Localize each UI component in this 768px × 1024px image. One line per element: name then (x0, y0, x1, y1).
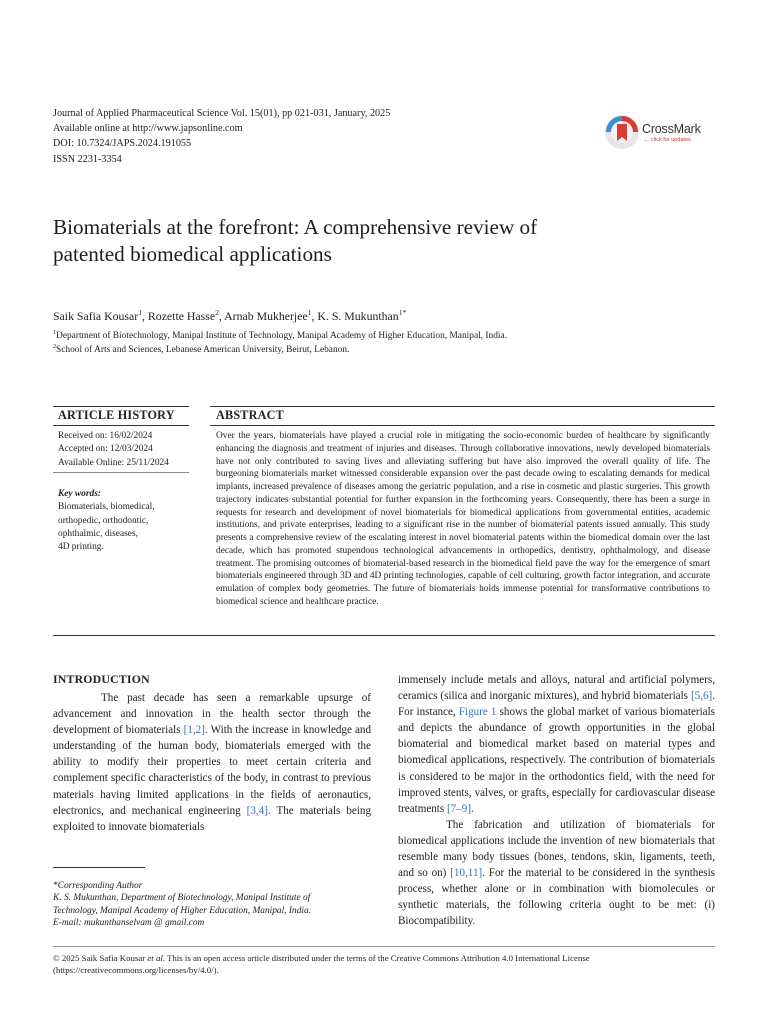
copyright-post: . This is an open access article distributed under the terms of the Creative Commons Attribution 4.0 International License (https://creativecommons.org/licenses/by/4.0/). (53, 953, 590, 975)
keywords-heading: Key words: (58, 489, 101, 499)
keywords-line-1: Biomaterials, biomedical, (58, 502, 155, 513)
citation-1-2[interactable]: [1,2] (183, 724, 205, 737)
journal-issn: ISSN 2231-3354 (53, 153, 122, 165)
journal-citation: Journal of Applied Pharmaceutical Science Vol. 15(01), pp 021-031, January, 2025 (53, 108, 391, 119)
keywords-line-3: ophthalmic, diseases, (58, 528, 138, 539)
crossmark-sub: ← click for updates (644, 137, 691, 143)
history-top-rule (53, 406, 189, 407)
citation-3-4[interactable]: [3,4] (246, 804, 268, 817)
copyright-etal: et al (147, 953, 163, 963)
intro-column-2 (398, 672, 715, 930)
intro-p3-text-b: . For the material to be considered in the synthesis process, whether alone or in combination with biomolecules or synthetic materials, the following criteria ought to be met: (i) Biocompatibility. (398, 867, 715, 928)
corresponding-institution: Technology, Manipal Academy of Higher Education, Manipal, India. (53, 905, 312, 916)
intro-paragraph-1 (53, 690, 371, 835)
article-history-heading: ARTICLE HISTORY (58, 408, 175, 422)
journal-info (53, 106, 390, 167)
crossmark-icon (604, 114, 640, 150)
corresponding-email[interactable]: E-mail: mukunthanselvam @ gmail.com (53, 917, 205, 928)
affiliation-2-sup: 2 (53, 343, 57, 350)
keywords-line-4: 4D printing. (58, 542, 104, 553)
article-history (58, 430, 169, 470)
author-4: K. S. Mukunthan (317, 309, 399, 323)
title-line-1: Biomaterials at the forefront: A comprehensive review of (53, 215, 538, 239)
online-date: Available Online: 25/11/2024 (58, 457, 169, 468)
author-3: Arnab Mukherjee (224, 309, 308, 323)
author-2-sup: 2 (215, 308, 219, 318)
abstract-text: Over the years, biomaterials have played a crucial role in mitigating the socio-economic burden of healthcare by significantly enhancing the diagnosis and treatment of injuries and diseases. Through collaborative innovations, newly developed biomaterials have not only contributed to saving lives and alleviating suffering but have also improved the overall quality of life. The burgeoning biomaterials market witnessed considerable expansion over the past decade owing to escalating demands for medical implants, increased prevalence of diseases among the geriatric population, and a rise in cosmetic and plastic surgeries. This growth trajectory indicates substantial potential for further expansion in the forthcoming years. Consequently, there has been a surge in requests for research and development of novel biomaterials for biomedical applications from governmental entities, academic institutions, and private enterprises, leading to a significant rise in the number of biomaterial patents issued annually. This study presents a comprehensive review of the escalating interest in novel biomaterial patents within the biomedical domain over the last decade, which has promoted stupendous technological advancements in orthopedics, dentistry, ophthalmology, and disease treatment. The promising outcomes of biomaterial-based research in the biomedical field pave the way for the emergence of smart biomaterials engineered through 3D and 4D printing technologies, capable of cell culturing, growth factor integration, and accurate emulation of complex body geometries. The future of biomaterials holds immense potential for transformative contributions to biomedical science and healthcare practice. (216, 431, 710, 607)
abstract-heading: ABSTRACT (216, 408, 284, 422)
affiliation-2-text: School of Arts and Sciences, Lebanese American University, Beirut, Lebanon. (56, 345, 350, 355)
citation-5-6[interactable]: [5,6] (690, 690, 713, 703)
footnote-rule (53, 867, 145, 868)
abstract-heading-rule (210, 425, 715, 426)
intro-p2-text-b: . For instance, (398, 690, 715, 719)
received-date: Received on: 16/02/2024 (58, 431, 153, 441)
citation-7-9[interactable]: [7–9] (446, 802, 472, 815)
intro-p3-text-a: The fabrication and utilization of biomaterials for biomedical applications include the invention of new biomaterials that resemble many body tissues (bones, tendons, skin, ligaments, teeth, and so on) (398, 818, 715, 880)
author-1: Saik Safia Kousar (53, 309, 139, 323)
figure-1-link[interactable]: Figure 1 (458, 706, 497, 719)
journal-doi[interactable]: DOI: 10.7324/JAPS.2024.191055 (53, 138, 192, 150)
author-2: Rozette Hasse (147, 309, 216, 323)
affiliation-1-text: Department of Biotechnology, Manipal Institute of Technology, Manipal Academy of Higher Education, Manipal, India. (56, 331, 508, 341)
intro-p2-text-a: immensely include metals and alloys, natural and artificial polymers, ceramics (silica and inorganic mixtures), and hybrid biomaterials (398, 674, 715, 703)
copyright-notice (53, 952, 723, 976)
title-line-2: patented biomedical applications (53, 242, 332, 266)
copyright-pre: © 2025 Saik Safia Kousar (53, 953, 148, 963)
copyright-rule (53, 946, 715, 947)
abstract-bottom-rule (53, 635, 715, 636)
citation-10-11[interactable]: [10,11] (450, 867, 483, 880)
corresponding-author (53, 880, 311, 929)
author-3-sup: 1 (307, 308, 312, 318)
intro-p2-text-d: . (471, 802, 474, 815)
intro-p1-text-b: . With the increase in knowledge and understanding of the human body, biomaterials emerged with the ability to modify their properties to meet certain criteria and complement specific characteristics of the body, in contrast to previous materials having limited applications in the fields of aeronautics, electronics, and mechanical engineering (53, 724, 371, 817)
intro-p2-text-c: shows the global market of various biomaterials and depicts the abundance of growth opportunities in the global biomaterial and biomedical market based on material types and biomedical applications, respectively. The contribution of biomaterials is considered to be major in the orthodontics field, with the need for improved stents, valves, or grafts, especially for cardiovascular disease treatments (398, 706, 715, 815)
keywords-line-2: orthopedic, orthodontic, (58, 515, 149, 526)
intro-p1-text-a: The past decade has seen a remarkable upsurge of advancement and innovation in the health sector through the development of biomaterials (53, 692, 371, 737)
affiliation-2 (53, 345, 349, 355)
corresponding-name: K. S. Mukunthan, Department of Biotechnology, Manipal Institute of (53, 893, 311, 904)
article-title (53, 214, 693, 268)
author-list: Saik Safia Kousar$^1$, Rozette Hasse$^2$, Arnab Mukherjee$^1$, K. S. Mukunthan$^{1*}$ (53, 308, 407, 323)
author-4-sup: 1* (398, 308, 407, 318)
accepted-date: Accepted on: 12/03/2024 (58, 444, 153, 455)
abstract-top-rule (210, 406, 715, 407)
introduction-heading: INTRODUCTION (53, 672, 150, 686)
crossmark-badge[interactable] (604, 114, 724, 152)
affiliation-1 (53, 331, 507, 341)
crossmark-label: CrossMark (642, 122, 701, 136)
keywords (58, 488, 155, 554)
author-1-sup: 1 (138, 308, 143, 318)
journal-website[interactable]: Available online at http://www.japsonline.com (53, 123, 243, 135)
affiliation-1-sup: 1 (53, 329, 57, 336)
intro-paragraph-3 (398, 817, 715, 930)
corresponding-label: *Corresponding Author (53, 881, 143, 891)
history-divider (53, 472, 189, 473)
intro-paragraph-2 (398, 672, 715, 817)
history-heading-rule (53, 425, 189, 426)
intro-p1-text-c: . The materials being exploited to innovate biomaterials (53, 804, 371, 833)
